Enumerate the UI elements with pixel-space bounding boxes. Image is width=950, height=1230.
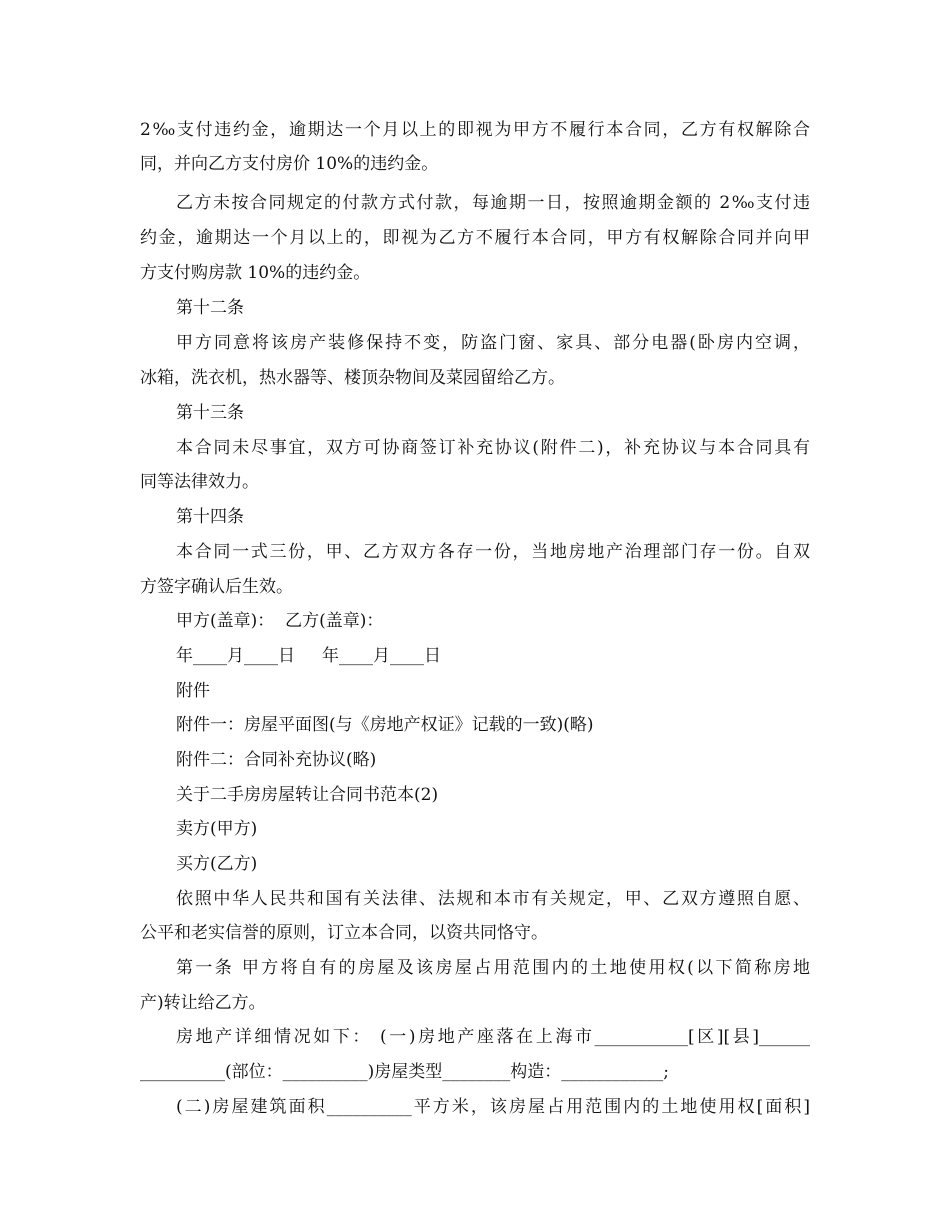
paragraph-line: 公平和老实信誉的原则，订立本合同，以资共同恪守。 — [140, 923, 548, 943]
paragraph-line: 方签字确认后生效。 — [140, 577, 293, 597]
paragraph-line: 同，并向乙方支付房价 10%的违约金。 — [140, 154, 439, 174]
article-heading: 第十四条 — [176, 507, 244, 527]
paragraph-line: 本合同一式三份，甲、乙方双方各存一份，当地房地产治理部门存一份。自双 — [176, 542, 810, 562]
paragraph-line: 同等法律效力。 — [140, 472, 259, 492]
paragraph-line: 产)转让给乙方。 — [140, 993, 266, 1013]
paragraph-line: 2‰支付违约金，逾期达一个月以上的即视为甲方不履行本合同，乙方有权解除合 — [140, 120, 810, 140]
attachment-item: 附件一：房屋平面图(与《房地产权证》记载的一致)(略) — [176, 715, 594, 735]
paragraph-line: 甲方同意将该房产装修保持不变，防盗门窗、家具、部分电器(卧房内空调， — [176, 333, 810, 353]
paragraph-line: 约金，逾期达一个月以上的，即视为乙方不履行本合同，甲方有权解除合同并向甲 — [140, 228, 810, 248]
paragraph-line: 依照中华人民共和国有关法律、法规和本市有关规定，甲、乙双方遵照自愿、 — [176, 889, 810, 909]
paragraph-line: 第一条 甲方将自有的房屋及该房屋占用范围内的土地使用权(以下简称房地 — [176, 958, 810, 978]
paragraph-line: __________(部位：__________)房屋类型________构造：____________; — [140, 1062, 669, 1082]
paragraph-line: (二)房屋建筑面积__________平方米，该房屋占用范围内的土地使用权[面积] — [176, 1097, 810, 1117]
paragraph-line: 本合同未尽事宜，双方可协商签订补充协议(附件二)，补充协议与本合同具有 — [176, 438, 810, 458]
signature-line: 甲方(盖章)： 乙方(盖章)： — [176, 611, 384, 631]
paragraph-line: 乙方未按合同规定的付款方式付款，每逾期一日，按照逾期金额的 2‰支付违 — [176, 193, 810, 213]
article-heading: 第十二条 — [176, 298, 244, 318]
paragraph-line: 冰箱，洗衣机，热水器等、楼顶杂物间及菜园留给乙方。 — [140, 368, 565, 388]
article-heading: 第十三条 — [176, 403, 244, 423]
date-line: 年____月____日 年____月____日 — [176, 646, 442, 666]
paragraph-line: 房地产详细情况如下： (一)房地产座落在上海市___________[区][县]______ — [176, 1027, 810, 1047]
section-title: 关于二手房房屋转让合同书范本(2) — [176, 785, 439, 805]
party-line: 卖方(甲方) — [176, 819, 258, 839]
attachment-item: 附件二：合同补充协议(略) — [176, 750, 377, 770]
attachment-heading: 附件 — [176, 681, 210, 701]
party-line: 买方(乙方) — [176, 854, 258, 874]
paragraph-line: 方支付购房款 10%的违约金。 — [140, 263, 371, 283]
